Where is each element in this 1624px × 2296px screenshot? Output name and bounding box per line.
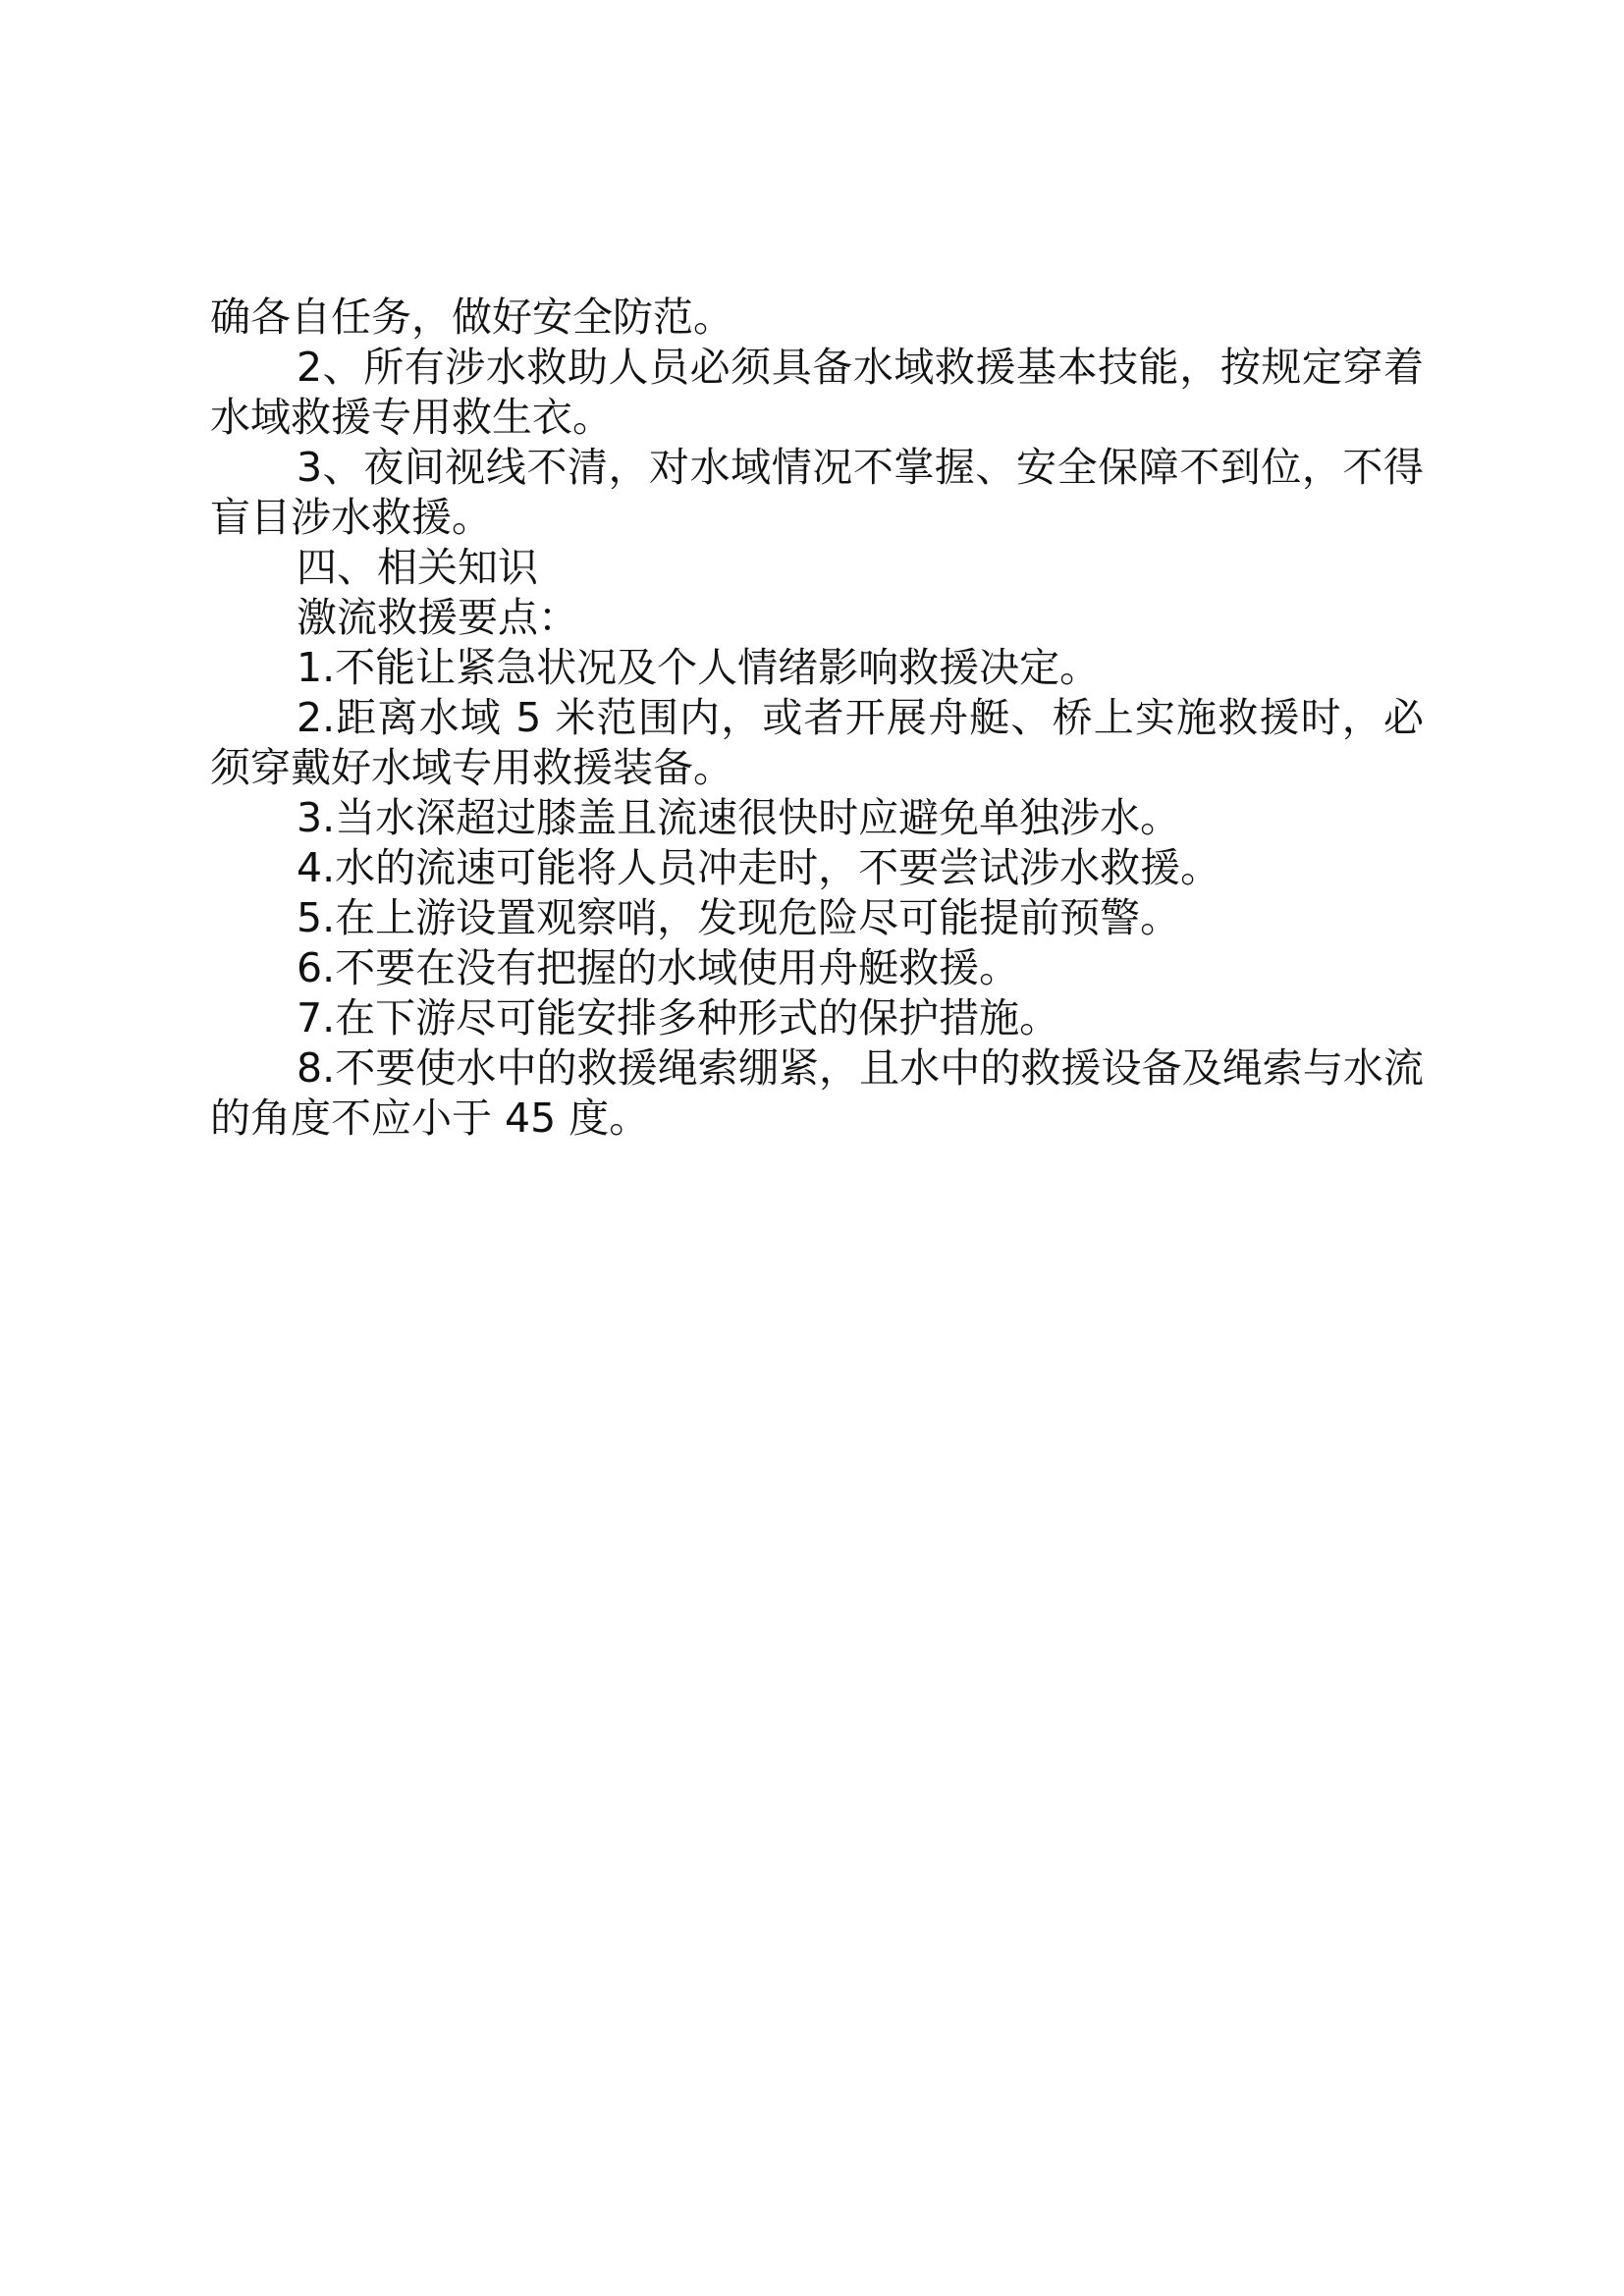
paragraph-task-safety: 确各自任务，做好安全防范。 [210, 294, 733, 341]
list-item-5: 5.在上游设置观察哨，发现危险尽可能提前预警。 [297, 894, 1181, 941]
list-item-4: 4.水的流速可能将人员冲走时，不要尝试涉水救援。 [297, 844, 1221, 891]
list-item-3: 3.当水深超过膝盖且流速很快时应避免单独涉水。 [297, 794, 1181, 841]
paragraph-rule-3-night: 3、夜间视线不清，对水域情况不掌握、安全保障不到位，不得盲目涉水救援。 [210, 444, 1424, 541]
document-body [210, 293, 1424, 1144]
paragraph-rule-2-skills: 2、所有涉水救助人员必须具备水域救援基本技能，按规定穿着水域救援专用救生衣。 [210, 344, 1424, 441]
list-item-7: 7.在下游尽可能安排多种形式的保护措施。 [297, 994, 1060, 1041]
list-item-2: 2.距离水域 5 米范围内，或者开展舟艇、桥上实施救援时，必须穿戴好水域专用救援装备。 [210, 694, 1424, 791]
list-item-6: 6.不要在没有把握的水域使用舟艇救援。 [297, 944, 1020, 991]
subheading-swiftwater-rescue-points: 激流救援要点： [297, 594, 578, 641]
list-item-1: 1.不能让紧急状况及个人情绪影响救援决定。 [297, 644, 1101, 691]
section-heading-related-knowledge: 四、相关知识 [297, 544, 538, 591]
list-item-8: 8.不要使水中的救援绳索绷紧，且水中的救援设备及绳索与水流的角度不应小于 45 度。 [210, 1044, 1424, 1142]
